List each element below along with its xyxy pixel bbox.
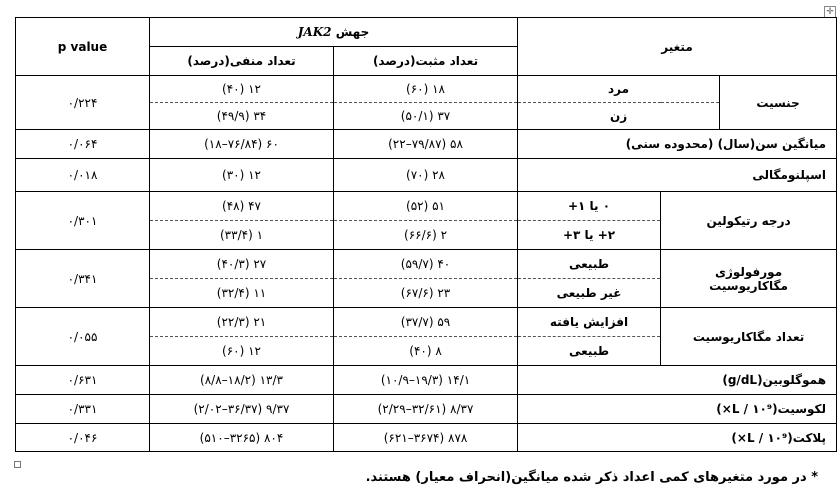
reticulin-a-label: ۰ یا ۱+ <box>518 192 661 221</box>
header-gene: JAK2 <box>297 25 332 39</box>
hb-pos: ۱۴/۱ (۱۹/۳–۱۰/۹) <box>334 366 518 395</box>
female-pos: ۳۷ (۵۰/۱) <box>334 103 518 130</box>
megacount-a-label: افزایش یافته <box>518 308 661 337</box>
megacount-a-pos: ۵۹ (۳۷/۷) <box>334 308 518 337</box>
gender-p: ۰/۲۲۴ <box>16 76 150 130</box>
reticulin-a-pos: ۵۱ (۵۲) <box>334 192 518 221</box>
jak2-results-table <box>15 17 837 452</box>
table-row <box>16 250 837 279</box>
megacount-label: تعداد مگاکاریوسیت <box>661 308 837 366</box>
female-neg: ۳۴ (۴۹/۹) <box>150 103 334 130</box>
morph-p: ۰/۳۴۱ <box>16 250 150 308</box>
table-move-handle-icon[interactable]: ✛ <box>824 6 836 18</box>
spleno-label: اسپلنومگالی <box>518 159 837 192</box>
reticulin-label: درجه رتیکولین <box>661 192 837 250</box>
table-footnote: * در مورد متغیرهای کمی اعداد ذکر شده میانگین(انحراف معیار) هستند. <box>365 470 818 485</box>
megacount-b-pos: ۸ (۴۰) <box>334 337 518 366</box>
header-positive: تعداد مثبت(درصد) <box>334 47 518 76</box>
gender-label: جنسیت <box>720 76 837 130</box>
table-row <box>16 424 837 452</box>
morph-label <box>661 250 837 308</box>
header-variable: متغیر <box>518 18 837 76</box>
morph-label-line2: مگاکاریوسیت <box>709 278 788 293</box>
morph-a-neg: ۲۷ (۴۰/۳) <box>150 250 334 279</box>
header-mutation-group <box>150 18 518 47</box>
results-table-container <box>15 17 836 452</box>
table-row <box>16 366 837 395</box>
morph-label-line1: مورفولوژی <box>714 264 783 279</box>
table-row <box>16 308 837 337</box>
reticulin-b-neg: ۱ (۳۳/۴) <box>150 221 334 250</box>
wbc-neg: ۹/۳۷ (۳۶/۳۷–۲/۰۲) <box>150 395 334 424</box>
megacount-a-neg: ۲۱ (۲۲/۳) <box>150 308 334 337</box>
spleno-neg: ۱۲ (۳۰) <box>150 159 334 192</box>
morph-b-neg: ۱۱ (۳۲/۴) <box>150 279 334 308</box>
table-row <box>16 130 837 159</box>
reticulin-p: ۰/۳۰۱ <box>16 192 150 250</box>
reticulin-b-pos: ۲ (۶۶/۶) <box>334 221 518 250</box>
plt-pos: ۸۷۸ (۳۶۷۴–۶۲۱) <box>334 424 518 452</box>
spleno-pos: ۲۸ (۷۰) <box>334 159 518 192</box>
plt-neg: ۸۰۴ (۳۲۶۵–۵۱۰) <box>150 424 334 452</box>
age-pos: ۵۸ (۷۹/۸۷–۲۲) <box>334 130 518 159</box>
plt-label: پلاکت(L / ۱۰⁹×) <box>518 424 837 452</box>
hb-neg: ۱۳/۳ (۱۸/۲–۸/۸) <box>150 366 334 395</box>
morph-b-label: غیر طبیعی <box>518 279 661 308</box>
male-pos: ۱۸ (۶۰) <box>334 76 518 103</box>
age-neg: ۶۰ (۷۶/۸۴–۱۸) <box>150 130 334 159</box>
age-label: میانگین سن(سال) (محدوده سنی) <box>518 130 837 159</box>
wbc-pos: ۸/۳۷ (۳۲/۶۱–۲/۲۹) <box>334 395 518 424</box>
reticulin-a-neg: ۴۷ (۴۸) <box>150 192 334 221</box>
female-label: زن <box>518 103 720 130</box>
morph-b-pos: ۲۳ (۶۷/۶) <box>334 279 518 308</box>
header-negative: تعداد منفی(درصد) <box>150 47 334 76</box>
morph-a-label: طبیعی <box>518 250 661 279</box>
header-row-1 <box>16 18 837 47</box>
header-pvalue: p value <box>16 18 150 76</box>
megacount-b-label: طبیعی <box>518 337 661 366</box>
wbc-label: لکوسیت(L / ۱۰⁹×) <box>518 395 837 424</box>
megacount-b-neg: ۱۲ (۶۰) <box>150 337 334 366</box>
male-label: مرد <box>518 76 720 103</box>
table-row <box>16 76 837 103</box>
megacount-p: ۰/۰۵۵ <box>16 308 150 366</box>
hb-label: هموگلوبین(g/dL) <box>518 366 837 395</box>
table-row <box>16 192 837 221</box>
age-p: ۰/۰۶۴ <box>16 130 150 159</box>
plt-p: ۰/۰۴۶ <box>16 424 150 452</box>
table-row <box>16 395 837 424</box>
male-neg: ۱۲ (۴۰) <box>150 76 334 103</box>
hb-p: ۰/۶۳۱ <box>16 366 150 395</box>
spleno-p: ۰/۰۱۸ <box>16 159 150 192</box>
table-row <box>16 159 837 192</box>
wbc-p: ۰/۳۳۱ <box>16 395 150 424</box>
morph-a-pos: ۴۰ (۵۹/۷) <box>334 250 518 279</box>
resize-square-icon[interactable] <box>14 461 21 468</box>
header-group-title: جهش <box>335 25 370 39</box>
reticulin-b-label: ۲+ یا ۳+ <box>518 221 661 250</box>
